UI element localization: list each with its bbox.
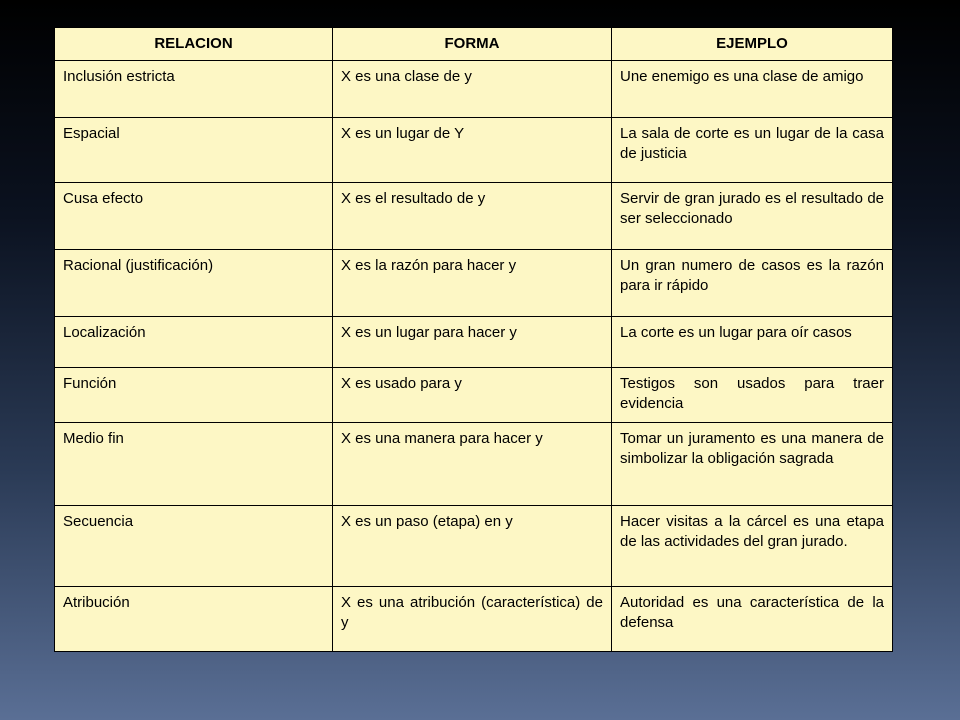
header-forma: FORMA (333, 28, 612, 61)
cell-relacion: Localización (55, 317, 333, 368)
cell-ejemplo: Un gran numero de casos es la razón para ir rápido (612, 250, 893, 317)
cell-forma: X es la razón para hacer y (333, 250, 612, 317)
cell-relacion: Atribución (55, 587, 333, 652)
cell-relacion: Racional (justificación) (55, 250, 333, 317)
cell-forma: X es usado para y (333, 368, 612, 423)
table-row (55, 423, 893, 506)
cell-ejemplo: La sala de corte es un lugar de la casa de justicia (612, 118, 893, 183)
cell-forma: X es un lugar de Y (333, 118, 612, 183)
table-row (55, 250, 893, 317)
cell-relacion: Espacial (55, 118, 333, 183)
cell-forma: X es una clase de y (333, 61, 612, 118)
header-relacion: RELACION (55, 28, 333, 61)
cell-relacion: Cusa efecto (55, 183, 333, 250)
cell-ejemplo: Une enemigo es una clase de amigo (612, 61, 893, 118)
table-row (55, 587, 893, 652)
cell-ejemplo: Hacer visitas a la cárcel es una etapa de las actividades del gran jurado. (612, 506, 893, 587)
cell-ejemplo: Autoridad es una característica de la defensa (612, 587, 893, 652)
table-row (55, 317, 893, 368)
cell-forma: X es una manera para hacer y (333, 423, 612, 506)
cell-relacion: Función (55, 368, 333, 423)
table-row (55, 368, 893, 423)
cell-ejemplo: Servir de gran jurado es el resultado de ser seleccionado (612, 183, 893, 250)
cell-relacion: Medio fin (55, 423, 333, 506)
cell-forma: X es el resultado de y (333, 183, 612, 250)
relations-table (54, 27, 893, 652)
cell-ejemplo: La corte es un lugar para oír casos (612, 317, 893, 368)
table-row (55, 118, 893, 183)
cell-forma: X es un lugar para hacer y (333, 317, 612, 368)
cell-relacion: Inclusión estricta (55, 61, 333, 118)
cell-ejemplo: Tomar un juramento es una manera de simbolizar la obligación sagrada (612, 423, 893, 506)
header-ejemplo: EJEMPLO (612, 28, 893, 61)
table-row (55, 61, 893, 118)
cell-relacion: Secuencia (55, 506, 333, 587)
header-row (55, 28, 893, 61)
table-row (55, 506, 893, 587)
table-row (55, 183, 893, 250)
cell-ejemplo: Testigos son usados para traer evidencia (612, 368, 893, 423)
cell-forma: X es una atribución (característica) de y (333, 587, 612, 652)
cell-forma: X es un paso (etapa) en y (333, 506, 612, 587)
